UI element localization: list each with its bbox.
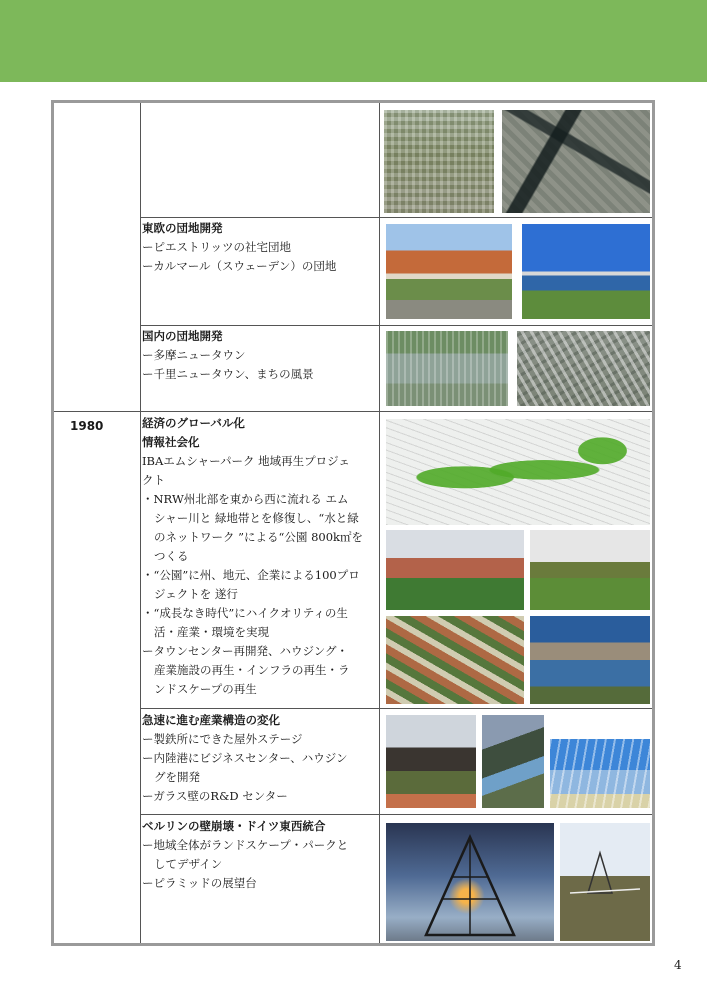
column-divider — [140, 103, 141, 943]
section-housing-eastern-europe — [142, 219, 336, 276]
section-line: ー千里ニュータウン、まちの風景 — [142, 367, 314, 381]
section-globalization — [142, 414, 363, 699]
green-path-photo — [530, 530, 650, 610]
steelworks-stage-photo — [386, 715, 476, 808]
year-label: 1980 — [70, 419, 104, 433]
section-heading: ベルリンの壁崩壊・ドイツ東西統合 — [142, 819, 326, 833]
section-line: ーピエストリッツの社宅団地 — [142, 240, 292, 254]
section-line: してデザイン — [154, 857, 223, 871]
section-line: ・“成長なき時代”にハイクオリティの生 — [142, 606, 348, 620]
section-line: ー地域全体がランドスケープ・パークと — [142, 838, 349, 852]
timeline-table — [51, 100, 655, 946]
senri-newtown-photo — [517, 331, 650, 406]
section-heading: 国内の団地開発 — [142, 329, 223, 343]
section-line: つくる — [154, 549, 189, 563]
city-aerial-photo — [384, 110, 494, 213]
inland-harbor-photo — [482, 715, 544, 808]
section-heading: 急速に進む産業構造の変化 — [142, 713, 280, 727]
section-line: クト — [142, 473, 165, 487]
section-line: ンドスケープの再生 — [154, 682, 257, 696]
tama-newtown-photo — [386, 331, 508, 406]
section-industrial-change — [142, 711, 347, 806]
company-housing-photo — [386, 224, 512, 319]
waterfront-aerial-photo — [502, 110, 650, 213]
landscape-park-photo — [560, 823, 650, 941]
section-line: ーカルマール（スウェーデン）の団地 — [142, 259, 337, 273]
glass-wall-rnd-photo — [550, 739, 650, 808]
row-divider — [140, 217, 652, 218]
section-heading: 東欧の団地開発 — [142, 221, 223, 235]
header-band — [0, 0, 707, 82]
column-divider — [379, 103, 380, 943]
tetrahedron-structure-icon — [386, 823, 554, 941]
section-line: ーガラス壁のR&D センター — [142, 789, 288, 803]
row-divider — [140, 325, 652, 326]
section-housing-domestic — [142, 327, 314, 384]
section-line: のネットワーク ”による“公園 800k㎡を — [154, 530, 363, 544]
section-line: ジェクトを 遂行 — [154, 587, 238, 601]
section-line: ー多摩ニュータウン — [142, 348, 246, 362]
section-line: ーピラミッドの展望台 — [142, 876, 257, 890]
emscher-park-map — [386, 419, 650, 525]
tetrahedron-tower-photo — [386, 823, 554, 941]
kalmar-housing-photo — [522, 224, 650, 319]
row-divider — [140, 814, 652, 815]
section-line: シャー川と 緑地帯とを修復し、“水と緑 — [154, 511, 359, 525]
row-divider — [140, 708, 652, 709]
tower-silhouette-icon — [560, 823, 650, 941]
village-aerial-photo — [386, 616, 524, 704]
section-heading: 経済のグローバル化 — [142, 416, 245, 430]
section-line: 産業施設の再生・インフラの再生・ラ — [154, 663, 350, 677]
section-line: ・NRW州北部を東から西に流れる エム — [142, 492, 349, 506]
section-line: ー内陸港にビジネスセンター、ハウジン — [142, 751, 348, 765]
row-divider — [54, 411, 652, 412]
section-berlin-wall — [142, 817, 348, 893]
park-estate-photo — [386, 530, 524, 610]
section-line: ・“公園”に州、地元、企業による100プロ — [142, 568, 360, 582]
section-line: 活・産業・環境を実現 — [154, 625, 269, 639]
section-line: ータウンセンター再開発、ハウジング・ — [142, 644, 349, 658]
canal-photo — [530, 616, 650, 704]
section-subheading: 情報社会化 — [142, 435, 200, 449]
section-line: IBAエムシャーパーク 地域再生プロジェ — [142, 454, 350, 468]
section-line: グを開発 — [154, 770, 200, 784]
section-line: ー製鉄所にできた屋外ステージ — [142, 732, 303, 746]
page-number: 4 — [674, 958, 682, 972]
